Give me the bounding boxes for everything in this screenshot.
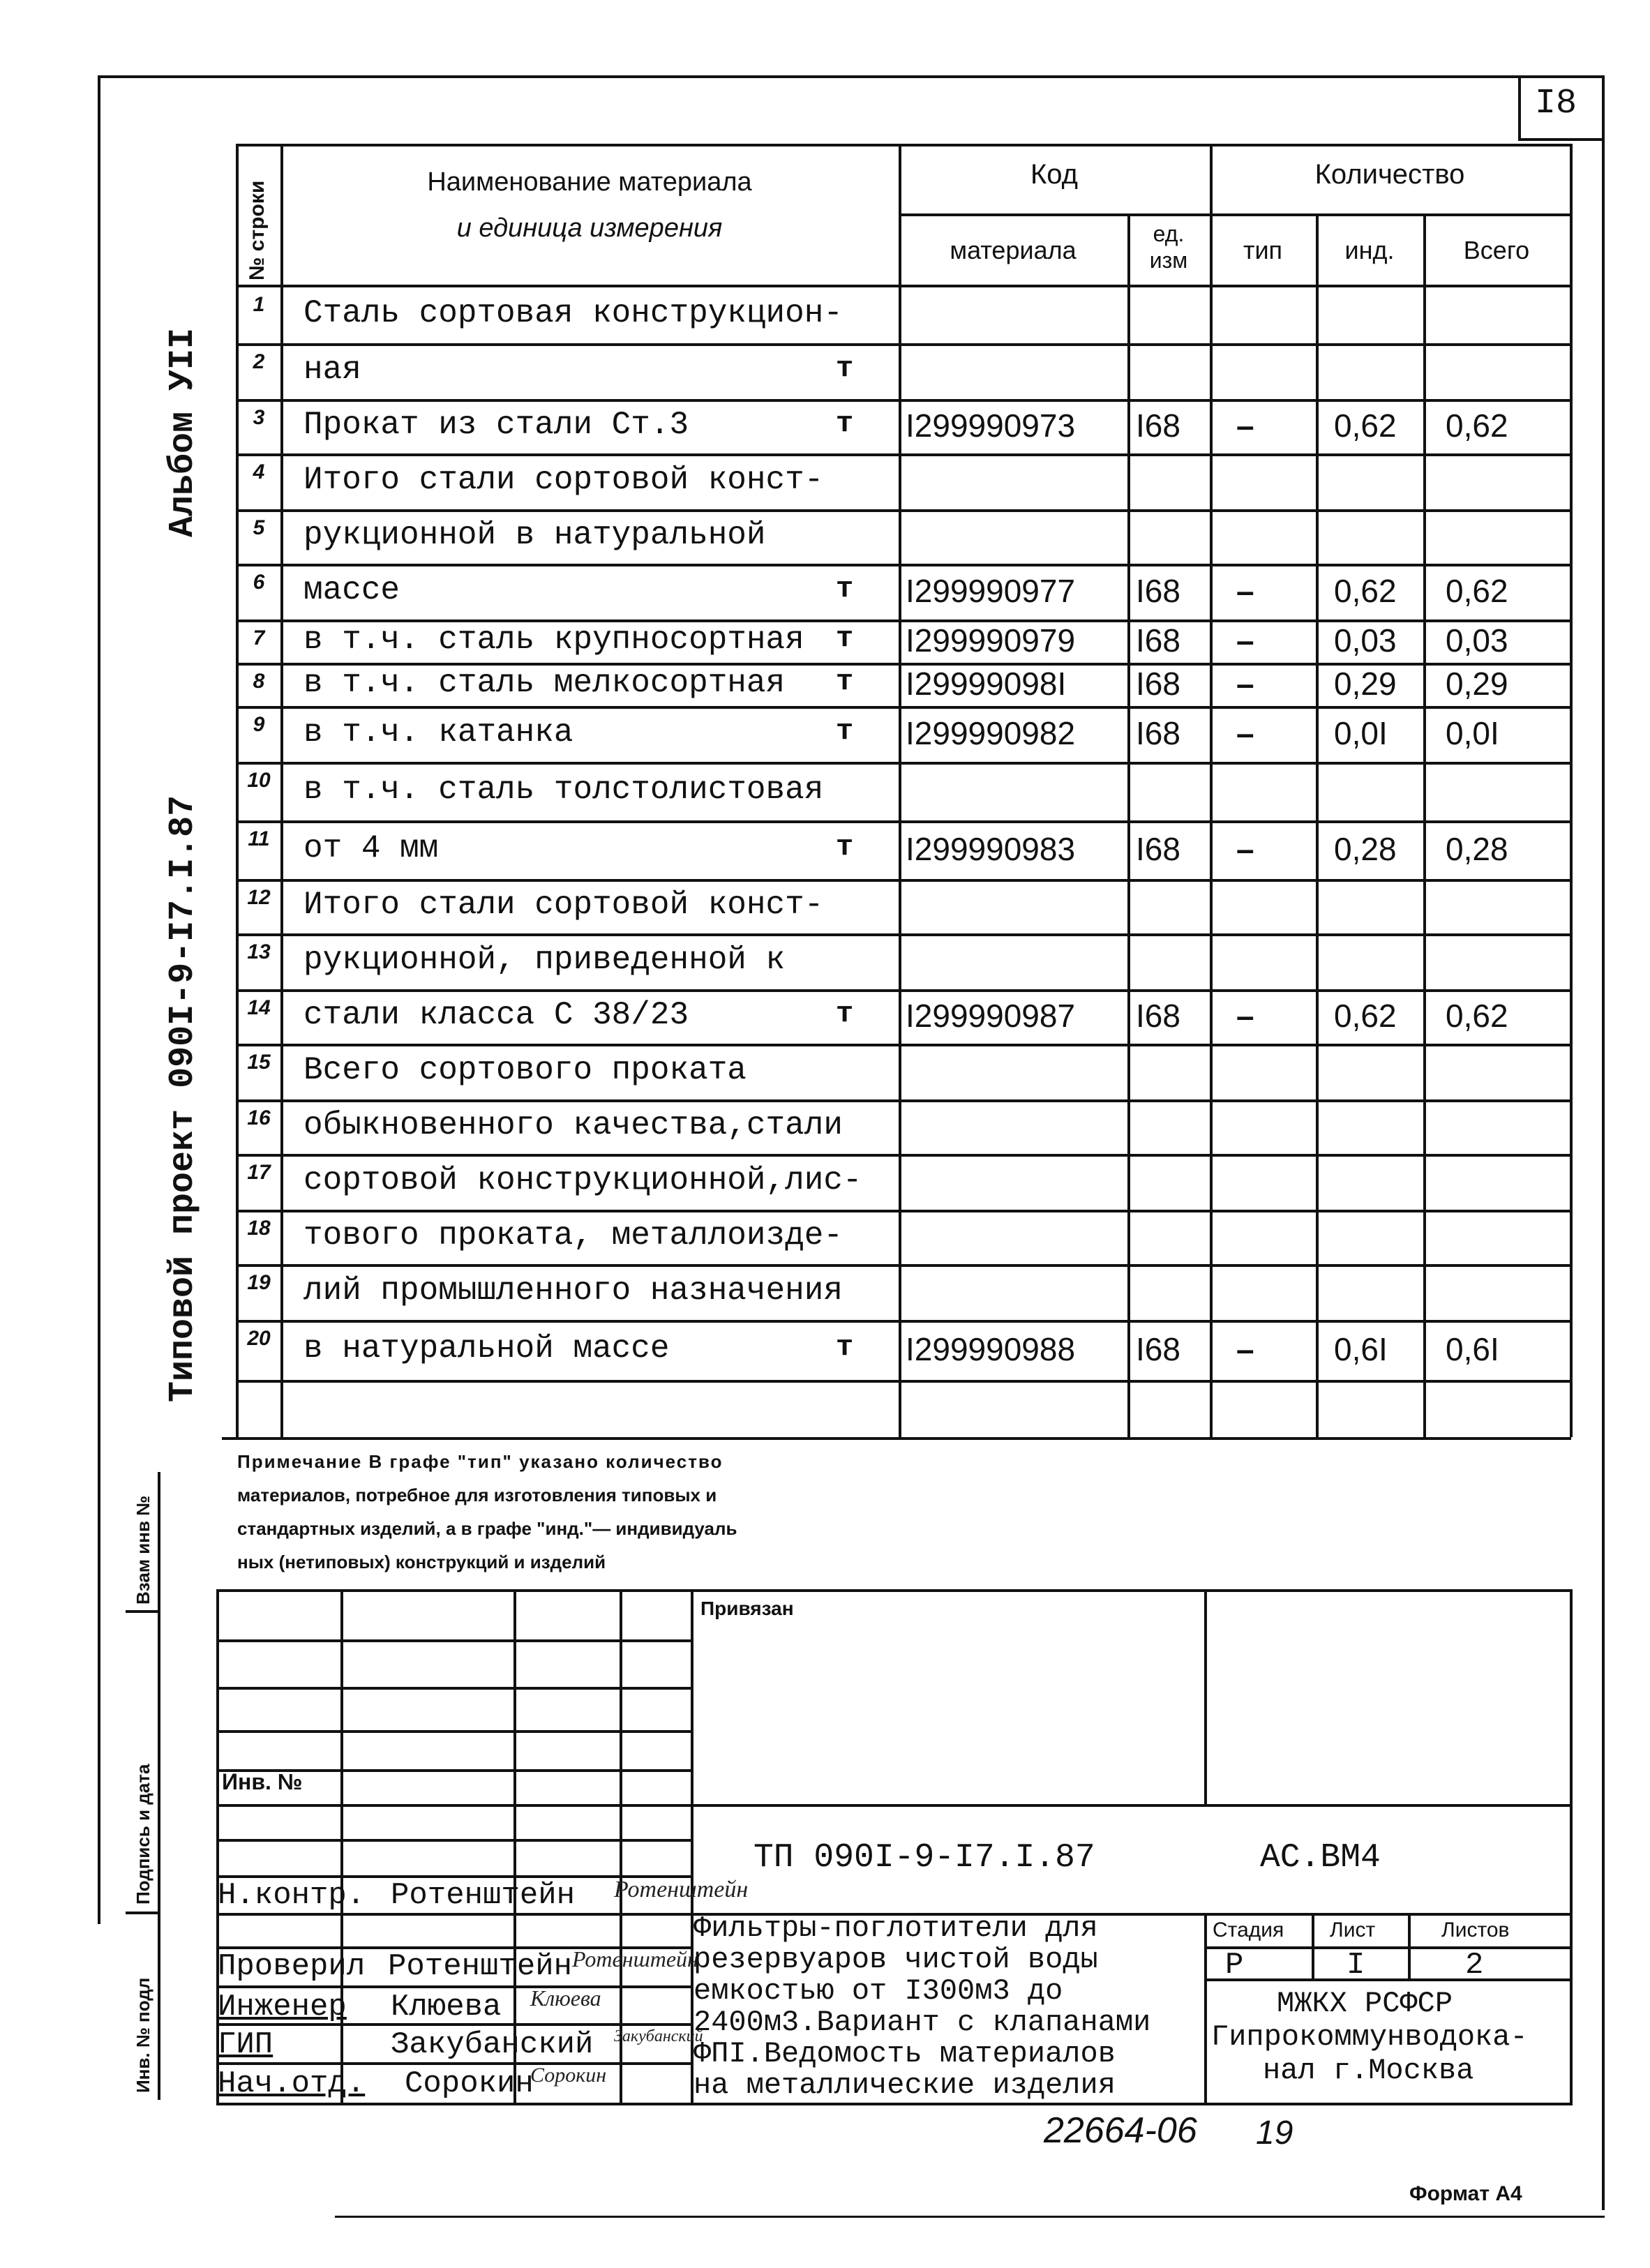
qty-ind: 0,62 — [1334, 407, 1397, 444]
row-number: 7 — [253, 626, 265, 649]
unit-code: I68 — [1136, 998, 1180, 1034]
header-kolichestvo: Количество — [1314, 159, 1465, 190]
unit-code: I68 — [1136, 831, 1180, 867]
stamp-privyazan: Привязан — [700, 1598, 794, 1619]
qty-total: 0,62 — [1446, 998, 1508, 1034]
stamp-list-label: Лист — [1330, 1918, 1376, 1942]
unit: т — [836, 352, 854, 385]
row-divider — [236, 399, 1571, 402]
unit: т — [836, 997, 854, 1030]
qty-ind: 0,28 — [1334, 831, 1397, 867]
qty-total: 0,62 — [1446, 407, 1508, 444]
format-label: Формат А4 — [1409, 2182, 1522, 2205]
stamp-title-line: емкостью от I300м3 до — [693, 1974, 1063, 2008]
material-code: I299990988 — [906, 1331, 1076, 1367]
stamp-row-divider — [216, 1913, 691, 1916]
row-number: 5 — [253, 516, 265, 539]
qty-total: 0,03 — [1446, 622, 1508, 659]
stamp-row-divider — [216, 1730, 691, 1733]
row-number: 16 — [247, 1106, 271, 1129]
material-name: в натуральной массе — [303, 1330, 670, 1367]
note-top — [222, 1437, 1571, 1440]
binding-inv-podl: Инв. № подл — [133, 1977, 153, 2093]
row-number: 18 — [247, 1217, 271, 1240]
material-code: I29999098I — [906, 666, 1067, 702]
col-total-left — [1423, 213, 1426, 1437]
header-tip: тип — [1243, 236, 1283, 264]
row-divider — [236, 509, 1571, 512]
stamp-stadiya-value: Р — [1225, 1948, 1244, 1983]
qty-ind: 0,6I — [1334, 1331, 1388, 1367]
unit-code: I68 — [1136, 1331, 1180, 1367]
stamp-n-kontr-name: Ротенштейн — [391, 1878, 576, 1913]
row-number: 14 — [247, 996, 271, 1019]
header-name-line1: Наименование материала — [427, 167, 752, 197]
qty-tip: – — [1236, 1331, 1254, 1367]
qty-tip: – — [1236, 622, 1254, 659]
archive-page: 19 — [1256, 2115, 1293, 2151]
stamp-n-kontr: Н.контр. — [218, 1878, 366, 1913]
stamp-n-kontr-signature: Ротенштейн — [614, 1877, 749, 1902]
material-code: I299990987 — [906, 998, 1076, 1034]
footer-line — [335, 2216, 1605, 2218]
unit: т — [836, 830, 854, 864]
note-line4: ных (нетиповых) конструкций и изделий — [237, 1552, 606, 1572]
material-name: от 4 мм — [303, 830, 439, 866]
row-number: 15 — [247, 1051, 271, 1074]
stamp-title-line: резервуаров чистой воды — [693, 1943, 1098, 1976]
stamp-list-value: I — [1347, 1948, 1365, 1983]
stamp-top — [216, 1589, 1571, 1592]
material-code: I299990982 — [906, 715, 1076, 751]
row-divider — [236, 453, 1571, 456]
material-code: I299990977 — [906, 573, 1076, 609]
material-name: Итого стали сортовой конст- — [303, 462, 824, 498]
qty-tip: – — [1236, 715, 1254, 751]
qty-total: 0,29 — [1446, 666, 1508, 702]
material-name: рукционной в натуральной — [303, 517, 766, 553]
qty-ind: 0,62 — [1334, 998, 1397, 1034]
col-ed-left — [1127, 213, 1130, 1437]
stamp-inzhener-signature: Клюева — [530, 1985, 601, 2011]
unit: т — [836, 572, 854, 606]
note-line2: материалов, потребное для изготовления типовых и — [237, 1485, 717, 1505]
row-number: 10 — [247, 769, 271, 792]
binding-podpis-data: Подпись и дата — [133, 1764, 153, 1905]
row-number: 12 — [247, 886, 271, 909]
stamp-row-divider — [216, 1985, 691, 1988]
row-divider — [236, 1264, 1571, 1267]
row-divider — [236, 879, 1571, 882]
unit-code: I68 — [1136, 622, 1180, 659]
material-name: Всего сортового проката — [303, 1052, 747, 1088]
stamp-listov-value: 2 — [1465, 1948, 1484, 1983]
stamp-org-line: МЖКХ РСФСР — [1277, 1987, 1453, 2020]
stamp-bottom — [216, 2103, 1571, 2105]
qty-tip: – — [1236, 998, 1254, 1034]
sheet-number: I8 — [1535, 84, 1577, 123]
header-kod: Код — [1030, 159, 1078, 190]
material-name: лий промышленного назначения — [303, 1272, 843, 1309]
stamp-org-line: нал г.Москва — [1263, 2054, 1474, 2087]
row-divider — [236, 989, 1571, 992]
stamp-proveril-signature: Ротенштейн — [572, 1946, 698, 1972]
row-number: 9 — [253, 713, 265, 736]
row-divider — [236, 1154, 1571, 1157]
row-number: 8 — [253, 670, 265, 693]
row-divider — [236, 343, 1571, 346]
album-label: Альбом УII — [163, 327, 203, 537]
stamp-proveril: Проверил — [218, 1949, 366, 1984]
row-divider — [236, 1044, 1571, 1046]
row-divider — [236, 1099, 1571, 1102]
stamp-gip-signature: Закубанский — [614, 2027, 703, 2045]
qty-tip: – — [1236, 573, 1254, 609]
row-number: 17 — [247, 1161, 271, 1184]
material-code: I299990979 — [906, 622, 1076, 659]
binding-strip-right — [158, 1472, 160, 2100]
material-name: массе — [303, 572, 400, 608]
row-number: 6 — [253, 571, 265, 594]
col-ind-left — [1316, 213, 1319, 1437]
col-code-left — [899, 144, 901, 1437]
stamp-title-line: 2400м3.Вариант с клапанами — [693, 2006, 1151, 2039]
qty-total: 0,28 — [1446, 831, 1508, 867]
material-name: в т.ч. сталь крупносортная — [303, 622, 804, 658]
col-tip-left — [1210, 144, 1213, 1437]
archive-number: 22664-06 — [1044, 2110, 1197, 2151]
header-material: материала — [950, 236, 1077, 264]
unit: т — [836, 714, 854, 748]
sheet-number-box-bottom — [1518, 138, 1602, 141]
unit-code: I68 — [1136, 666, 1180, 702]
material-name: в т.ч. катанка — [303, 714, 573, 751]
header-vsego: Всего — [1463, 236, 1530, 264]
unit: т — [836, 407, 854, 440]
frame-top — [98, 75, 1605, 78]
stamp-stage-mid — [1204, 1946, 1571, 1949]
row-number: 3 — [253, 406, 265, 429]
stamp-title-line: Фильтры-поглотители для — [693, 1912, 1098, 1945]
stamp-row-divider — [216, 1839, 691, 1842]
material-name: ная — [303, 352, 361, 388]
unit: т — [836, 1330, 854, 1364]
qty-total: 0,6I — [1446, 1331, 1499, 1367]
unit-code: I68 — [1136, 573, 1180, 609]
stamp-stadiya-label: Стадия — [1213, 1918, 1284, 1942]
material-name: Сталь сортовая конструкцион- — [303, 295, 843, 331]
header-row-no: № строки — [246, 180, 269, 280]
row-number: 2 — [253, 350, 265, 373]
stamp-row-divider — [216, 1687, 691, 1690]
header-bottom — [236, 285, 1571, 287]
row-divider — [236, 820, 1571, 823]
material-name: рукционной, приведенной к — [303, 942, 786, 978]
row-number: 4 — [253, 460, 265, 483]
material-name: обыкновенного качества,стали — [303, 1107, 843, 1143]
material-name: сортовой конструкционной,лис- — [303, 1162, 862, 1199]
stamp-nach-otd-signature: Сорокин — [530, 2064, 607, 2087]
material-code: I299990983 — [906, 831, 1076, 867]
row-number: 20 — [247, 1327, 271, 1350]
stamp-row-divider — [216, 1639, 691, 1642]
material-name: Итого стали сортовой конст- — [303, 887, 824, 923]
material-name: Прокат из стали Ст.3 — [303, 407, 689, 443]
stamp-org-line: Гипрокоммунводока- — [1211, 2020, 1528, 2054]
material-name: стали класса С 38/23 — [303, 997, 689, 1033]
stamp-inzhener-name: Клюева — [391, 1990, 502, 2025]
binding-vzam-inv: Взам инв № — [133, 1495, 153, 1605]
row-divider — [236, 762, 1571, 765]
stamp-proveril-name: Ротенштейн — [388, 1949, 573, 1984]
header-ed-izm: ед. изм — [1149, 221, 1188, 273]
material-name: в т.ч. сталь толстолистовая — [303, 772, 824, 808]
row-divider — [236, 706, 1571, 709]
stamp-col-f — [1204, 1913, 1207, 2103]
project-label: Типовой проект 090I-9-I7.I.87 — [163, 795, 203, 1402]
frame-left — [98, 75, 100, 1924]
header-ind: инд. — [1344, 236, 1395, 264]
row-number: 19 — [247, 1271, 271, 1294]
col-total-right — [1570, 144, 1573, 1437]
stamp-col-g — [1312, 1913, 1314, 1978]
row-number: 11 — [248, 827, 270, 850]
stamp-gip-name: Закубанский — [391, 2027, 594, 2062]
unit-code: I68 — [1136, 715, 1180, 751]
header-mid — [899, 213, 1571, 216]
stamp-nach-otd: Нач.отд. — [218, 2066, 366, 2101]
unit-code: I68 — [1136, 407, 1180, 444]
row-divider — [236, 564, 1571, 566]
stamp-row-divider — [216, 2062, 691, 2065]
unit: т — [836, 622, 854, 655]
frame-right — [1602, 75, 1605, 2210]
binding-div-2 — [126, 1912, 159, 1914]
stamp-doc-code: ТП 090I-9-I7.I.87 — [753, 1839, 1095, 1877]
stamp-title-line: ФПI.Ведомость материалов — [693, 2037, 1116, 2071]
qty-tip: – — [1236, 407, 1254, 444]
sheet-number-box-left — [1518, 75, 1521, 140]
qty-ind: 0,62 — [1334, 573, 1397, 609]
qty-tip: – — [1236, 831, 1254, 867]
stamp-stage-bottom — [1204, 1978, 1571, 1981]
stamp-inzhener: Инженер — [218, 1990, 347, 2025]
material-name: тового проката, металлоизде- — [303, 1217, 843, 1254]
header-name-line2: и единица измерения — [456, 213, 723, 243]
material-code: I299990973 — [906, 407, 1076, 444]
qty-total: 0,62 — [1446, 573, 1508, 609]
qty-ind: 0,03 — [1334, 622, 1397, 659]
row-number: 13 — [247, 940, 271, 963]
stamp-title-line: на металлические изделия — [693, 2068, 1116, 2102]
stamp-right — [1570, 1589, 1573, 2105]
stamp-col-h — [1408, 1913, 1411, 1978]
row-divider — [236, 1380, 1571, 1383]
row-number: 1 — [253, 293, 265, 316]
stamp-col-a — [340, 1589, 343, 2105]
stamp-doc-top — [691, 1804, 1571, 1807]
stamp-nach-otd-name: Сорокин — [405, 2066, 534, 2101]
unit: т — [836, 665, 854, 698]
note-line1: Примечание В графе "тип" указано количество — [237, 1451, 723, 1472]
stamp-inv-no: Инв. № — [222, 1769, 303, 1794]
stamp-gip: ГИП — [218, 2027, 273, 2062]
row-divider — [236, 933, 1571, 936]
qty-tip: – — [1236, 666, 1254, 702]
stamp-listov-label: Листов — [1441, 1918, 1510, 1942]
row-divider — [236, 1210, 1571, 1212]
note-line3: стандартных изделий, а в графе "инд."— индивидуаль — [237, 1518, 737, 1539]
stamp-row-divider — [216, 1804, 691, 1807]
row-divider — [236, 1320, 1571, 1323]
qty-ind: 0,29 — [1334, 666, 1397, 702]
stamp-doc-mark: АС.ВМ4 — [1260, 1839, 1381, 1877]
binding-div-1 — [126, 1610, 159, 1613]
qty-total: 0,0I — [1446, 715, 1499, 751]
qty-ind: 0,0I — [1334, 715, 1388, 751]
table-top — [236, 144, 1571, 147]
stamp-col-e — [1204, 1589, 1207, 1804]
material-name: в т.ч. сталь мелкосортная — [303, 665, 786, 701]
